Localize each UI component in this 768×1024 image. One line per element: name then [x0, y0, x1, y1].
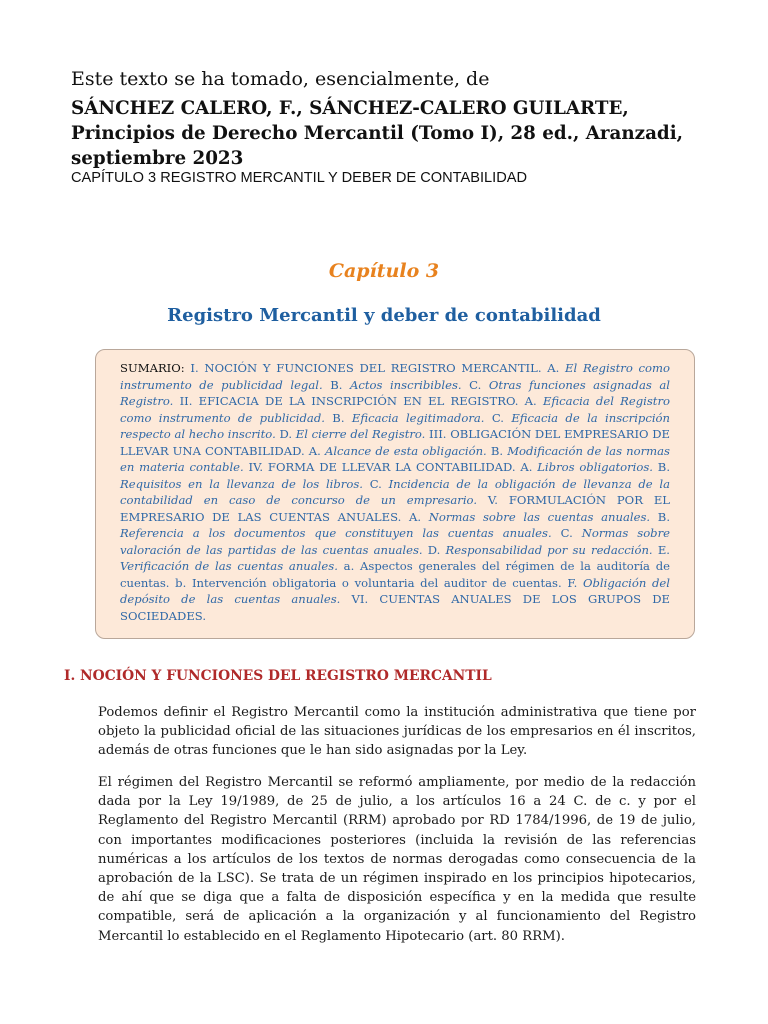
summary-segment: a. Aspectos generales del régimen de la auditoría de cuentas. b. Intervención obligatoria o voluntaria del auditor de cuentas. F.	[120, 559, 670, 590]
intro-text: Este texto se ha tomado, esencialmente, de	[71, 68, 490, 90]
summary-segment: C.	[551, 526, 582, 540]
summary-segment: E.	[652, 542, 670, 557]
paragraph-text: Podemos definir el Registro Mercantil como la institución administrativa que tiene por objeto la publicidad oficial de las situaciones jurídicas de los empresarios en él inscritos, además de otras funciones que le han sido asignadas por la Ley.	[98, 705, 696, 759]
summary-segment: Eficacia del Registro como instrumento de publicidad.	[120, 394, 670, 425]
source-book-title: Principios de Derecho Mercantil (Tomo I), 28 ed., Aranzadi,	[71, 123, 684, 144]
summary-segment: Libros obligatorios.	[537, 460, 653, 474]
summary-segment: B.	[322, 377, 350, 392]
summary-segment: D.	[275, 427, 296, 441]
summary-segment: Normas sobre valoración de las partidas de las cuentas anuales.	[120, 526, 670, 557]
summary-segment: V. FORMULACIÓN POR EL EMPRESARIO DE LAS CUENTAS ANUALES. A.	[120, 493, 670, 524]
summary-segment: D.	[422, 542, 446, 557]
summary-segment: Requisitos en la llevanza de los libros.	[120, 476, 363, 491]
summary-segment: III. OBLIGACIÓN DEL EMPRESARIO DE LLEVAR UNA CONTABILIDAD. A.	[120, 427, 671, 458]
paragraph-text: El régimen del Registro Mercantil se reformó ampliamente, por medio de la redacción dada por la Ley 19/1989, de 25 de julio, a los artículos 16 a 24 C. de c. y por el Reglamento del Registro Mercantil (RRM) aprobado por RD 1784/1996, de 19 de julio, con importantes modificaciones posteriores (incluida la revisión de las referencias numéricas a los artículos de los textos de normas derogadas como consecuencia de la aprobación de la LSC). Se trata de un régimen inspirado en los principios hipotecarios, de ahí que se diga que a falta de disposición específica y en la medida que resulte compatible, será de aplicación a la organización y al funcionamiento del Registro Mercantil lo establecido en el Reglamento Hipotecario (art. 80 RRM).	[98, 775, 696, 944]
summary-segment: El cierre del Registro.	[295, 427, 426, 441]
summary-segment: B.	[324, 410, 352, 425]
summary-segment: Normas sobre las cuentas anuales.	[428, 509, 651, 524]
summary-segment: C.	[484, 410, 512, 425]
summary-segment: B.	[653, 460, 670, 474]
source-authors: SÁNCHEZ CALERO, F., SÁNCHEZ-CALERO GUILARTE,	[71, 98, 629, 119]
source-date: septiembre 2023	[71, 148, 244, 169]
chapter-header-line: CAPÍTULO 3 REGISTRO MERCANTIL Y DEBER DE CONTABILIDAD	[71, 170, 528, 186]
source-citation	[71, 96, 721, 171]
body-paragraph-1	[98, 703, 696, 761]
body-paragraph-2	[98, 773, 696, 946]
summary-box	[95, 349, 695, 639]
summary-lead: SUMARIO:	[120, 361, 185, 375]
summary-segment: IV. FORMA DE LLEVAR LA CONTABILIDAD. A.	[243, 460, 538, 474]
summary-segment: Incidencia de la obligación de llevanza de la contabilidad en caso de concurso de un empresario.	[120, 476, 670, 507]
section-heading: I. NOCIÓN Y FUNCIONES DEL REGISTRO MERCANTIL	[64, 668, 492, 684]
summary-segment: B.	[486, 443, 508, 458]
summary-segment: C.	[461, 377, 489, 392]
summary-segment: Alcance de esta obligación.	[324, 443, 487, 458]
summary-segment: Actos inscribibles.	[349, 377, 462, 392]
summary-segment: Obligación del depósito de las cuentas anuales.	[120, 575, 670, 606]
summary-segment: B.	[650, 509, 670, 524]
summary-segment: Eficacia legitimadora.	[351, 410, 485, 425]
summary-segment: Verificación de las cuentas anuales.	[120, 559, 338, 573]
summary-segment: C.	[362, 476, 389, 491]
summary-segment: El Registro como instrumento de publicidad legal.	[120, 361, 670, 392]
summary-segment: Referencia a los documentos que constituyen las cuentas anuales.	[120, 526, 552, 540]
summary-segment: II. EFICACIA DE LA INSCRIPCIÓN EN EL REGISTRO. A.	[173, 394, 543, 408]
summary-segment: I. NOCIÓN Y FUNCIONES DEL REGISTRO MERCANTIL. A.	[184, 361, 566, 375]
summary-segment: Otras funciones asignadas al Registro.	[120, 377, 671, 408]
summary-segment: Responsabilidad por su redacción.	[445, 542, 653, 557]
summary-text	[120, 360, 670, 624]
chapter-title: Registro Mercantil y deber de contabilidad	[167, 305, 601, 326]
summary-segment: VI. CUENTAS ANUALES DE LOS GRUPOS DE SOCIEDADES.	[120, 592, 670, 623]
chapter-number: Capítulo 3	[328, 260, 440, 282]
summary-segment: Eficacia de la inscripción respecto al hecho inscrito.	[120, 410, 670, 441]
summary-segment: Modificación de las normas en materia contable.	[120, 443, 670, 474]
